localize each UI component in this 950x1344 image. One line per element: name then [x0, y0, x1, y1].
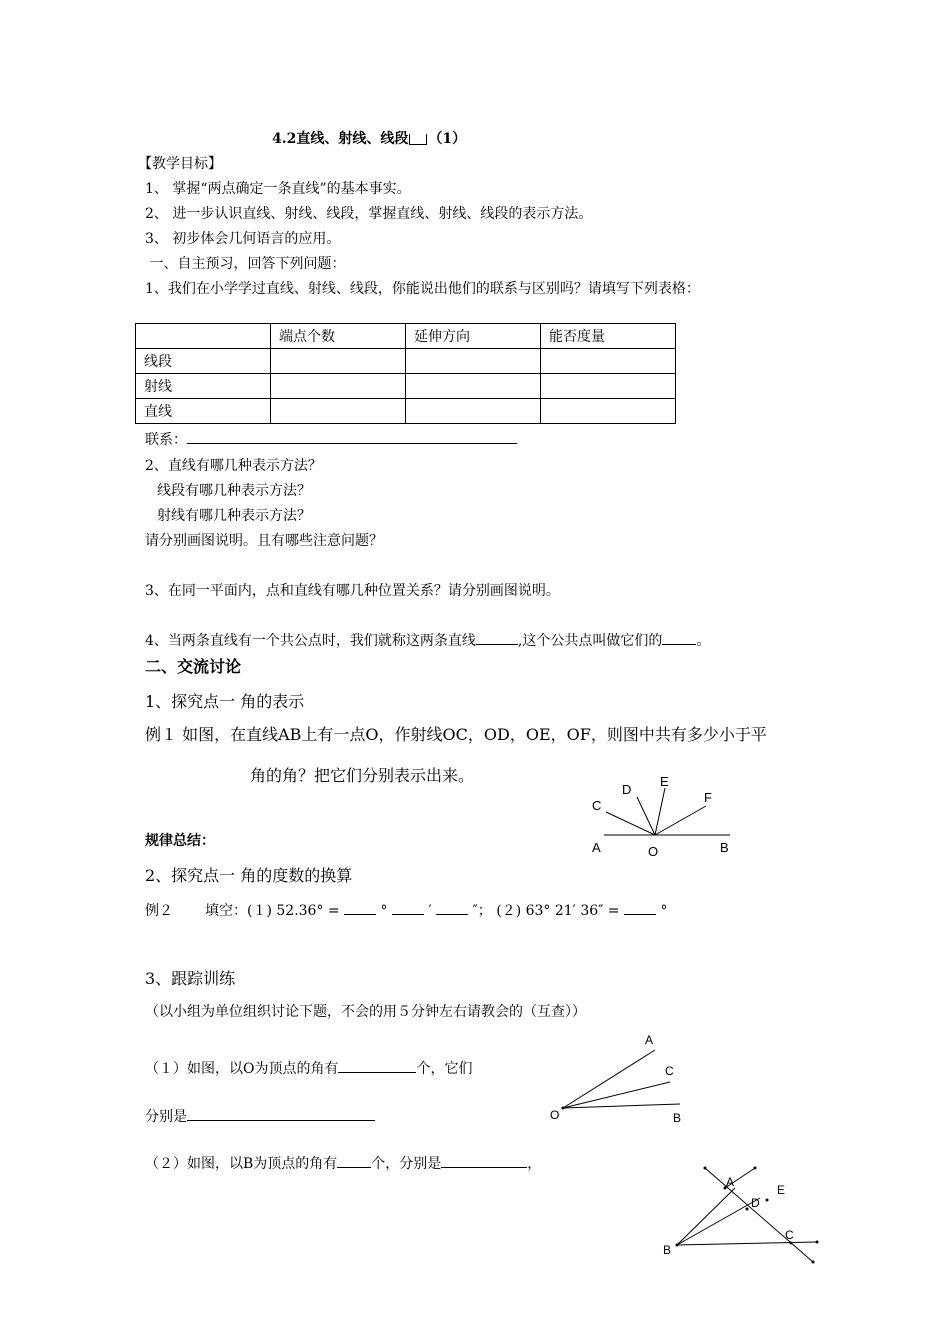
- ex2-min-symbol: ′: [428, 903, 432, 919]
- label-e: E: [660, 774, 669, 789]
- figure-angles-at-o: [580, 772, 740, 860]
- table-cell[interactable]: [541, 399, 676, 424]
- table-cell: 直线: [136, 399, 271, 424]
- label-e: E: [777, 1183, 786, 1197]
- title-mark-icon: [409, 134, 427, 145]
- point-e: [766, 1199, 769, 1202]
- ex3-1-text-b: 个，它们: [416, 1061, 473, 1077]
- example-2-fill: 填空：(１) 52.36° =: [205, 903, 345, 919]
- label-a: A: [726, 1175, 735, 1189]
- ex3-1-text-a: （１）如图，以O为顶点的角有: [145, 1061, 339, 1077]
- ex3-1-text-c: 分别是: [145, 1109, 187, 1125]
- point-3: 3、跟踪训练: [145, 969, 236, 988]
- title-text: 4.2直线、射线、线段: [272, 131, 409, 147]
- figure-angles-o-abc: [545, 1030, 695, 1130]
- point-right: [816, 1241, 819, 1244]
- question-1: 1、我们在小学学过直线、射线、线段，你能说出他们的联系与区别吗？请填写下列表格：: [145, 281, 700, 297]
- line-b-a: [677, 1188, 735, 1245]
- ex2-end-symbol: °: [660, 903, 668, 919]
- point-b: [676, 1244, 679, 1247]
- ray-ob: [563, 1104, 680, 1108]
- label-c: C: [665, 1064, 674, 1078]
- ex3-2-blank-list[interactable]: [441, 1153, 527, 1168]
- q4-text-1: 4、当两条直线有一个共公点时，我们就称这两条直线: [145, 633, 476, 649]
- ex3-2-blank-count[interactable]: [337, 1153, 371, 1168]
- rule-summary: 规律总结：: [145, 833, 215, 849]
- comparison-table: [135, 323, 676, 424]
- table-cell[interactable]: [271, 349, 406, 374]
- label-b: B: [673, 1111, 682, 1125]
- label-o: O: [550, 1108, 560, 1122]
- point-top-right: [754, 1167, 757, 1170]
- table-header-cell: 延伸方向: [406, 324, 541, 349]
- group-note: （以小组为单位组织讨论下题，不会的用５分钟左右请教会的（互查））: [145, 1004, 586, 1020]
- table-cell[interactable]: [406, 399, 541, 424]
- table-cell: 射线: [136, 374, 271, 399]
- label-b: B: [720, 840, 729, 855]
- table-cell[interactable]: [541, 374, 676, 399]
- label-a: A: [592, 840, 601, 855]
- label-b: B: [663, 1243, 672, 1257]
- point-top-left: [704, 1167, 707, 1170]
- table-cell[interactable]: [406, 374, 541, 399]
- ex2-deg-symbol: °: [380, 903, 388, 919]
- goal-item-3: 3、 初步体会几何语言的应用。: [145, 231, 341, 247]
- part2-heading: 二、交流讨论: [145, 657, 242, 676]
- link-line: [145, 429, 517, 449]
- line-b-c: [677, 1242, 817, 1245]
- q4-blank-2[interactable]: [662, 630, 696, 645]
- example-2-label: 例２: [145, 903, 173, 919]
- ray-oe: [655, 788, 665, 835]
- goals-heading: 【教学目标】: [138, 156, 222, 172]
- question-3: 3、在同一平面内，点和直线有哪几种位置关系？请分别画图说明。: [145, 583, 560, 599]
- table-row: [136, 349, 676, 374]
- page-title: [272, 128, 466, 148]
- goal-item-1: 1、 掌握“两点确定一条直线”的基本事实。: [145, 181, 411, 197]
- line-a-c: [705, 1168, 813, 1262]
- point-o: [562, 1107, 565, 1110]
- table-row: [136, 399, 676, 424]
- q4-end: 。: [696, 633, 711, 649]
- example-1-line-2: 角的角？把它们分别表示出来。: [250, 766, 475, 785]
- ex3-2-text-a: （２）如图，以B为顶点的角有: [145, 1156, 338, 1172]
- table-header-cell: 端点个数: [271, 324, 406, 349]
- question-2c: 射线有哪几种表示方法？: [157, 508, 311, 524]
- exercise-2: [145, 1153, 541, 1173]
- label-a: A: [645, 1033, 654, 1047]
- table-cell[interactable]: [271, 374, 406, 399]
- example-2: [145, 900, 667, 920]
- label-d: D: [751, 1196, 760, 1210]
- table-header-cell: 能否度量: [541, 324, 676, 349]
- ex2-sec-symbol: ″；: [472, 903, 492, 919]
- link-blank[interactable]: [187, 429, 517, 444]
- figure-angles-at-b: [655, 1160, 835, 1275]
- point-d: [746, 1208, 749, 1211]
- ray-oc: [606, 812, 655, 835]
- link-label: 联系：: [145, 432, 187, 448]
- table-cell[interactable]: [406, 349, 541, 374]
- point-2: 2、探究点一 角的度数的换算: [145, 866, 353, 885]
- ray-od: [637, 797, 655, 835]
- question-2d: 请分别画图说明。且有哪些注意问题？: [145, 533, 383, 549]
- q4-blank-1[interactable]: [476, 630, 518, 645]
- part1-heading: 一、自主预习，回答下列问题：: [145, 256, 346, 272]
- ex3-1-blank-count[interactable]: [338, 1058, 416, 1073]
- question-2b: 线段有哪几种表示方法？: [157, 483, 311, 499]
- ex2-blank-deg2[interactable]: [624, 900, 656, 915]
- question-4: [145, 630, 710, 650]
- ex2-blank-sec[interactable]: [436, 900, 468, 915]
- exercise-1-line-1: [145, 1058, 472, 1078]
- question-2a: 2、直线有哪几种表示方法？: [145, 458, 322, 474]
- ray-of: [655, 806, 706, 835]
- table-cell: 线段: [136, 349, 271, 374]
- ex2-blank-min[interactable]: [392, 900, 424, 915]
- table-header-row: [136, 324, 676, 349]
- ray-oc: [563, 1082, 670, 1108]
- ex3-1-blank-list[interactable]: [187, 1106, 375, 1121]
- label-c: C: [592, 798, 602, 813]
- table-cell[interactable]: [541, 349, 676, 374]
- title-suffix: （1）: [428, 131, 467, 147]
- exercise-1-line-2: [145, 1106, 375, 1126]
- label-o: O: [648, 844, 659, 859]
- table-row: [136, 374, 676, 399]
- example-2-part2: (２) 63° 21′ 36″ =: [496, 903, 624, 919]
- table-cell[interactable]: [271, 399, 406, 424]
- point-1: 1、探究点一 角的表示: [145, 692, 305, 711]
- q4-text-2: ,这个公共点叫做它们的: [517, 633, 663, 649]
- label-d: D: [622, 782, 632, 797]
- ex3-2-text-c: ，: [527, 1156, 542, 1172]
- ray-oa: [563, 1050, 655, 1108]
- table-header-cell: [136, 324, 271, 349]
- point-bottom: [812, 1261, 815, 1264]
- ex2-blank-deg[interactable]: [344, 900, 376, 915]
- ex3-2-text-b: 个，分别是: [371, 1156, 442, 1172]
- label-c: C: [785, 1228, 794, 1242]
- goal-item-2: 2、 进一步认识直线、射线、线段，掌握直线、射线、线段的表示方法。: [145, 206, 593, 222]
- label-f: F: [704, 790, 712, 805]
- example-1-line-1: 例１ 如图，在直线AB上有一点O，作射线OC，OD，OE，OF，则图中共有多少小于平: [145, 725, 767, 744]
